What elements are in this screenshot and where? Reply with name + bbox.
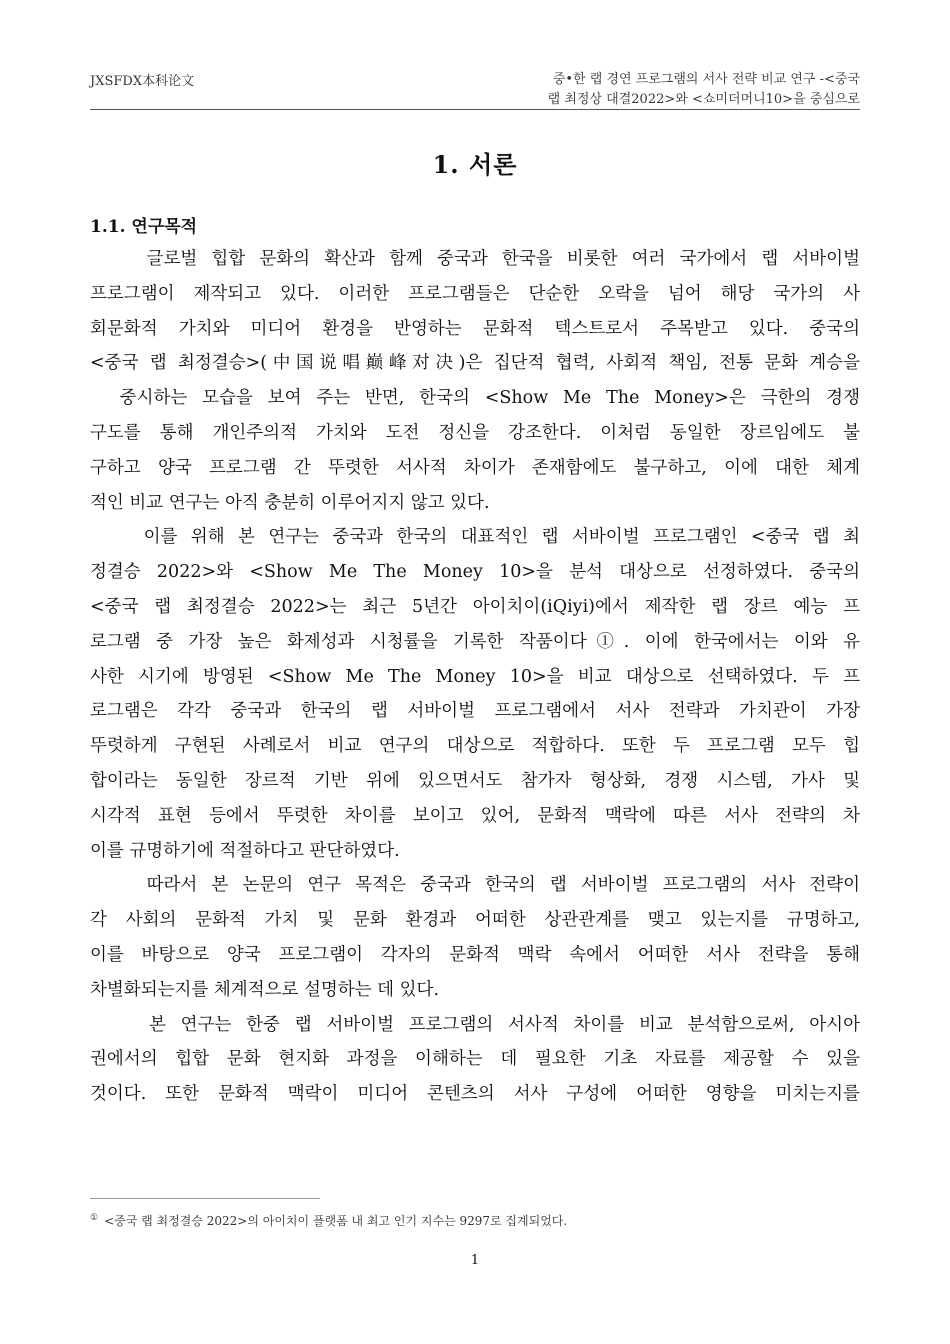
header-right-line2: 랩 최정상 대결2022>와 <쇼미더머니10>을 중심으로: [547, 92, 860, 107]
text-line: 회문화적 가치와 미디어 환경을 반영하는 문화적 텍스트로서 주목받고 있다. 중국의: [90, 318, 860, 339]
text-line: 이를 규명하기에 적절하다고 판단하였다.: [90, 840, 400, 861]
text-line: 시각적 표현 등에서 뚜렷한 차이를 보이고 있어, 문화적 맥락에 따른 서사 전략의 차: [90, 805, 860, 826]
text-line: 로그램 중 가장 높은 화제성과 시청률을 기록한 작품이다①. 이에 한국에서는 이와 유: [90, 631, 860, 652]
text-line: 이를 바탕으로 양국 프로그램이 각자의 문화적 맥락 속에서 어떠한 서사 전략을 통해: [90, 944, 860, 965]
text-line: 정결승 2022>와 <Show Me The Money 10>을 분석 대상으로 선정하였다. 중국의: [90, 562, 860, 583]
footnote-text: <중국 랩 최정결승 2022>의 아이치이 플랫폼 내 최고 인기 지수는 9297로 집계되었다.: [104, 1214, 568, 1228]
footnote-rule: [90, 1198, 320, 1199]
text-line: 뚜렷하게 구현된 사례로서 비교 연구의 대상으로 적합하다. 또한 두 프로그램 모두 힙: [90, 736, 860, 757]
text-line: 것이다. 또한 문화적 맥락이 미디어 콘텐츠의 서사 구성에 어떠한 영향을 미치는지를: [90, 1084, 860, 1105]
page-number: 1: [470, 1253, 480, 1268]
header-right: [440, 70, 860, 110]
chapter-title: 1. 서론: [432, 150, 518, 179]
text-line: 차별화되는지를 체계적으로 설명하는 데 있다.: [90, 979, 440, 1000]
text-line: 프로그램이 제작되고 있다. 이러한 프로그램들은 단순한 오락을 넘어 해당 국가의 사: [90, 283, 860, 304]
header-right-line1: 중•한 랩 경연 프로그램의 서사 전략 비교 연구 -<중국: [552, 72, 860, 87]
footnote-marker: ①: [90, 1213, 99, 1223]
text-line: 글로벌 힙합 문화의 확산과 함께 중국과 한국을 비롯한 여러 국가에서 랩 서바이벌: [90, 249, 860, 269]
header-rule: [90, 109, 860, 110]
text-line: 구하고 양국 프로그램 간 뚜렷한 서사적 차이가 존재함에도 불구하고, 이에 대한 체계: [90, 457, 860, 478]
text-line: 이를 위해 본 연구는 중국과 한국의 대표적인 랩 서바이벌 프로그램인 <중국 랩 최: [90, 527, 860, 548]
text-line: <중국 랩 최정결승 2022>는 최근 5년간 아이치이(iQiyi)에서 제작한 랩 장르 예능 프: [90, 596, 860, 617]
text-line: 사한 시기에 방영된 <Show Me The Money 10>을 비교 대상으로 선택하였다. 두 프: [90, 666, 860, 687]
text-line: 적인 비교 연구는 아직 충분히 이루어지지 않고 있다.: [90, 492, 490, 513]
body-text: [90, 242, 860, 1112]
header-left: JXSFDX本科论文: [90, 74, 195, 89]
text-line: 로그램은 각각 중국과 한국의 랩 서바이벌 프로그램에서 서사 전략과 가치관이 가장: [90, 701, 860, 722]
text-line: 중시하는 모습을 보여 주는 반면, 한국의 <Show Me The Money>은 극한의 경쟁: [90, 388, 860, 409]
text-line: 합이라는 동일한 장르적 기반 위에 있으면서도 참가자 형상화, 경쟁 시스템, 가사 및: [90, 770, 860, 791]
footnote: [90, 1212, 567, 1229]
text-line: <중국 랩 최정결승>(中国说唱巅峰对决)은 집단적 협력, 사회적 책임, 전통 문화 계승을: [90, 353, 860, 374]
text-line: 구도를 통해 개인주의적 가치와 도전 정신을 강조한다. 이처럼 동일한 장르임에도 불: [90, 422, 860, 443]
text-line: 따라서 본 논문의 연구 목적은 중국과 한국의 랩 서바이벌 프로그램의 서사 전략이: [90, 875, 860, 896]
section-title: 1.1. 연구목적: [90, 217, 198, 237]
text-line: 본 연구는 한중 랩 서바이벌 프로그램의 서사적 차이를 비교 분석함으로써, 아시아: [90, 1014, 860, 1035]
text-line: 각 사회의 문화적 가치 및 문화 환경과 어떠한 상관관계를 맺고 있는지를 규명하고,: [90, 910, 860, 931]
text-line: 권에서의 힙합 문화 현지화 과정을 이해하는 데 필요한 기초 자료를 제공할 수 있을: [90, 1049, 860, 1070]
